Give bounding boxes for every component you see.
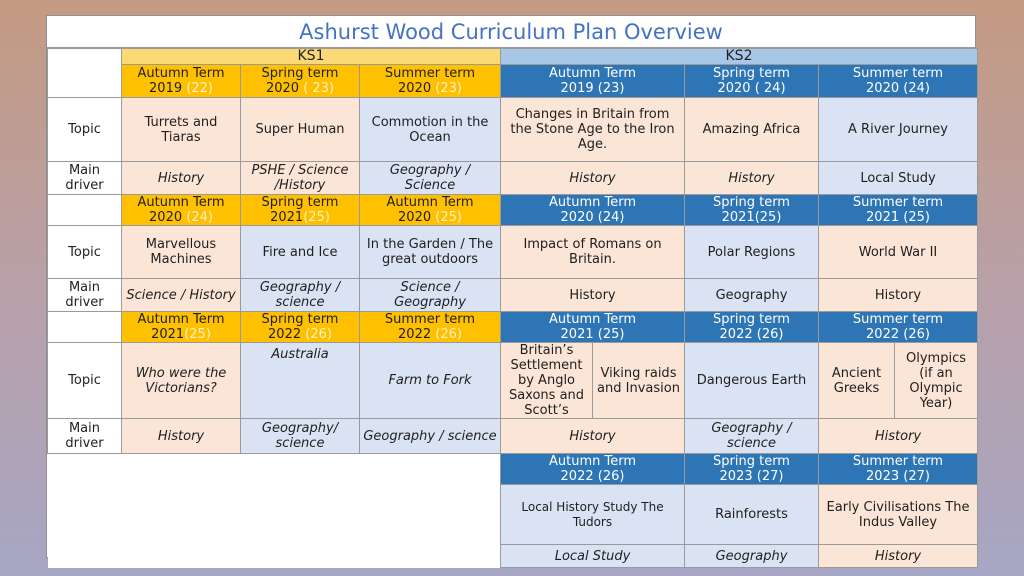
row-label-topic: Topic	[48, 226, 122, 279]
topic-cell: Dangerous Earth	[685, 343, 819, 419]
topic-cell: Viking raids and Invasion	[593, 343, 685, 419]
term-cell: Autumn Term 2020 (24)	[122, 195, 241, 226]
topic-cell: Commotion in the Ocean	[360, 98, 501, 162]
driver-cell: Geography / science	[685, 419, 819, 454]
ks1-header: KS1	[122, 49, 501, 65]
term-cell: Autumn Term 2019 (22)	[122, 65, 241, 98]
topic-cell: Australia	[241, 343, 360, 419]
blank-cell	[48, 195, 122, 226]
topic-cell: A River Journey	[819, 98, 978, 162]
term-cell: Summer term 2023 (27)	[819, 454, 978, 485]
corner-cell	[48, 49, 122, 98]
driver-cell: Science / History	[122, 279, 241, 312]
topic-cell: Amazing Africa	[685, 98, 819, 162]
term-cell: Summer term 2022 (26)	[819, 312, 978, 343]
driver-cell: History	[819, 419, 978, 454]
topic-cell: Fire and Ice	[241, 226, 360, 279]
term-cell: Autumn Term 2019 (23)	[501, 65, 685, 98]
driver-cell: History	[122, 162, 241, 195]
driver-cell: Geography/ science	[241, 419, 360, 454]
term-cell: Spring term 2023 (27)	[685, 454, 819, 485]
topic-cell: Olympics (if an Olympic Year)	[895, 343, 978, 419]
term-cell: Summer term 2021 (25)	[819, 195, 978, 226]
driver-cell: History	[501, 419, 685, 454]
driver-cell: Geography / science	[360, 419, 501, 454]
driver-cell: Geography / science	[241, 279, 360, 312]
blank-cell	[48, 312, 122, 343]
driver-cell: Local Study	[819, 162, 978, 195]
driver-cell: History	[501, 279, 685, 312]
empty-area	[48, 454, 501, 568]
term-cell: Summer term 2022 (26)	[360, 312, 501, 343]
driver-cell: PSHE / Science /History	[241, 162, 360, 195]
topic-cell: Changes in Britain from the Stone Age to the Iron Age.	[501, 98, 685, 162]
topic-cell: In the Garden / The great outdoors	[360, 226, 501, 279]
page-title: Ashurst Wood Curriculum Plan Overview	[47, 16, 975, 48]
row-label-topic: Topic	[48, 343, 122, 419]
term-cell: Autumn Term 2020 (24)	[501, 195, 685, 226]
curriculum-sheet	[46, 15, 976, 564]
topic-cell: Britain’s Settlement by Anglo Saxons and Scott’s	[501, 343, 593, 419]
topic-cell: Local History Study The Tudors	[501, 485, 685, 545]
driver-cell: History	[122, 419, 241, 454]
topic-cell: Turrets and Tiaras	[122, 98, 241, 162]
topic-cell: World War II	[819, 226, 978, 279]
topic-cell: Farm to Fork	[360, 343, 501, 419]
term-cell: Autumn Term 2021 (25)	[501, 312, 685, 343]
row-label-main-driver: Main driver	[48, 279, 122, 312]
curriculum-table	[47, 48, 978, 568]
row-label-main-driver: Main driver	[48, 162, 122, 195]
driver-cell: History	[501, 162, 685, 195]
topic-cell: Super Human	[241, 98, 360, 162]
topic-cell: Impact of Romans on Britain.	[501, 226, 685, 279]
topic-cell: Rainforests	[685, 485, 819, 545]
driver-cell: Geography	[685, 279, 819, 312]
ks2-header: KS2	[501, 49, 978, 65]
topic-cell: Who were the Victorians?	[122, 343, 241, 419]
term-cell: Spring term 2021(25)	[241, 195, 360, 226]
row-label-main-driver: Main driver	[48, 419, 122, 454]
row-label-topic: Topic	[48, 98, 122, 162]
driver-cell: Science / Geography	[360, 279, 501, 312]
term-cell: Spring term 2022 (26)	[241, 312, 360, 343]
driver-cell: History	[819, 545, 978, 568]
driver-cell: Geography / Science	[360, 162, 501, 195]
topic-cell: Marvellous Machines	[122, 226, 241, 279]
term-cell: Autumn Term 2022 (26)	[501, 454, 685, 485]
term-cell: Autumn Term 2021(25)	[122, 312, 241, 343]
term-cell: Summer term 2020 (24)	[819, 65, 978, 98]
term-cell: Autumn Term 2020 (25)	[360, 195, 501, 226]
term-cell: Spring term 2020 ( 24)	[685, 65, 819, 98]
term-cell: Spring term 2021(25)	[685, 195, 819, 226]
topic-cell: Polar Regions	[685, 226, 819, 279]
term-cell: Spring term 2020 ( 23)	[241, 65, 360, 98]
topic-cell: Early Civilisations The Indus Valley	[819, 485, 978, 545]
driver-cell: History	[819, 279, 978, 312]
driver-cell: Local Study	[501, 545, 685, 568]
term-cell: Summer term 2020 (23)	[360, 65, 501, 98]
topic-cell: Ancient Greeks	[819, 343, 895, 419]
term-cell: Spring term 2022 (26)	[685, 312, 819, 343]
driver-cell: Geography	[685, 545, 819, 568]
driver-cell: History	[685, 162, 819, 195]
